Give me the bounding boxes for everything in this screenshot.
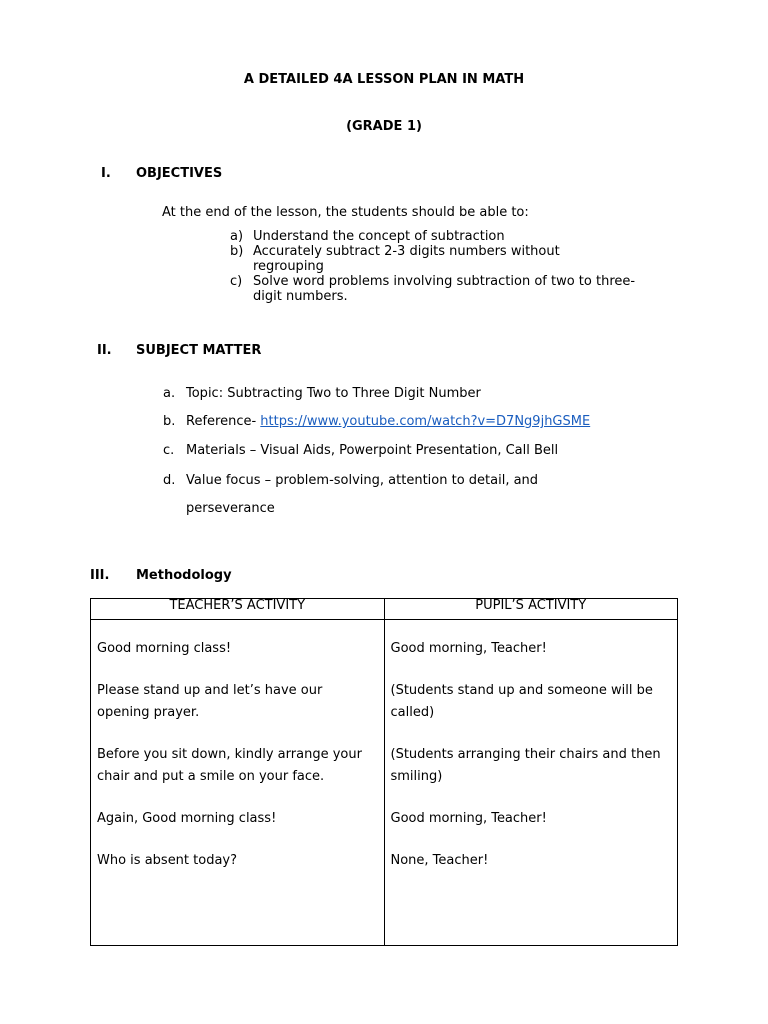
document-subtitle: (GRADE 1) (346, 119, 422, 134)
objectives-heading: OBJECTIVES (136, 166, 223, 181)
objective-marker: b) (230, 244, 244, 259)
subject-matter-text: Reference- (186, 414, 261, 429)
subject-matter-heading: SUBJECT MATTER (136, 343, 262, 358)
subject-matter-marker: d. (163, 473, 176, 488)
objective-text: Solve word problems involving subtraction of two to three-digit numbers. (253, 274, 636, 304)
pupil-activity-header: PUPIL’S ACTIVITY (384, 599, 678, 620)
pupil-line: Good morning, Teacher! (390, 811, 547, 826)
subject-matter-continuation: perseverance (186, 501, 275, 516)
subject-matter-item (163, 443, 558, 458)
objective-marker: c) (230, 274, 243, 289)
subject-matter-text: Topic: Subtracting Two to Three Digit Number (186, 386, 481, 401)
document-title: A DETAILED 4A LESSON PLAN IN MATH (243, 72, 525, 87)
objective-marker: a) (230, 229, 244, 244)
methodology-table (90, 598, 678, 946)
subject-matter-text: Value focus – problem-solving, attention to detail, and (186, 473, 539, 488)
pupil-line: None, Teacher! (390, 853, 489, 868)
table-row (91, 620, 678, 946)
teacher-line: Please stand up and let’s have our opening prayer. (97, 683, 323, 720)
teacher-line: Again, Good morning class! (97, 811, 277, 826)
pupil-line: (Students stand up and someone will be called) (390, 683, 653, 720)
subject-matter-marker: c. (163, 443, 175, 458)
subject-matter-marker: b. (163, 414, 176, 429)
methodology-numeral: III. (90, 568, 110, 583)
objective-text: Accurately subtract 2-3 digits numbers without regrouping (253, 244, 560, 274)
teacher-activity-cell (91, 620, 385, 946)
objectives-intro: At the end of the lesson, the students should be able to: (162, 205, 529, 220)
teacher-line: Before you sit down, kindly arrange your chair and put a smile on your face. (97, 747, 362, 784)
methodology-heading: Methodology (136, 568, 232, 583)
subject-matter-marker: a. (163, 386, 176, 401)
subject-matter-item (163, 473, 538, 488)
pupil-line: Good morning, Teacher! (390, 641, 547, 656)
teacher-activity-header: TEACHER’S ACTIVITY (91, 599, 385, 620)
objectives-numeral: I. (101, 166, 111, 181)
teacher-line: Who is absent today? (97, 853, 238, 868)
subject-matter-numeral: II. (97, 343, 112, 358)
pupil-line: (Students arranging their chairs and then smiling) (390, 747, 661, 784)
subject-matter-item (163, 386, 481, 401)
objective-item (230, 229, 670, 245)
subject-matter-item (163, 414, 590, 429)
reference-link[interactable]: https://www.youtube.com/watch?v=D7Ng9jhGSME (260, 414, 591, 429)
objective-text: Understand the concept of subtraction (253, 229, 505, 244)
objective-item (230, 274, 670, 305)
teacher-line: Good morning class! (97, 641, 232, 656)
table-header-row (91, 599, 678, 620)
pupil-activity-cell (384, 620, 678, 946)
objective-item (230, 244, 670, 275)
subject-matter-text: Materials – Visual Aids, Powerpoint Presentation, Call Bell (186, 443, 559, 458)
